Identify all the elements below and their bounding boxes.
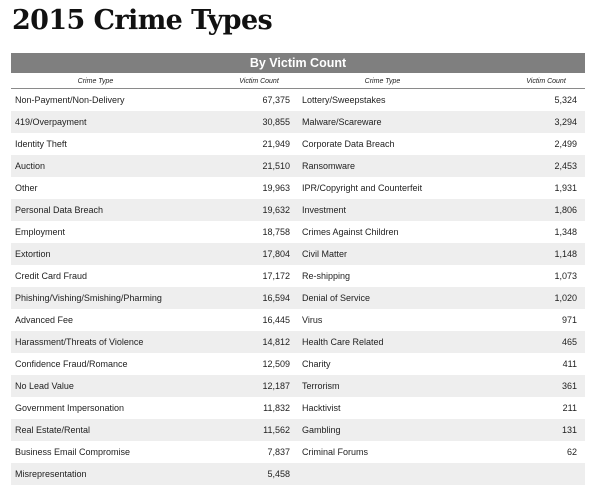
crime-type-cell: Real Estate/Rental: [15, 425, 91, 435]
crime-type-cell: Hacktivist: [302, 403, 341, 413]
right-rows: [298, 89, 585, 485]
table-row: [11, 243, 298, 265]
table-row: [11, 199, 298, 221]
crime-type-cell: Investment: [302, 205, 347, 215]
table-row: [11, 287, 298, 309]
table-row: [298, 463, 585, 485]
table-row: [11, 265, 298, 287]
crime-type-cell: Extortion: [15, 249, 51, 259]
crime-type-cell: Corporate Data Breach: [302, 139, 395, 149]
left-column: [11, 76, 298, 485]
left-column-header: [11, 76, 298, 89]
table-row: [298, 353, 585, 375]
crime-type-cell: IPR/Copyright and Counterfeit: [302, 183, 423, 193]
table-row: [11, 155, 298, 177]
victim-count-cell: 465: [561, 337, 577, 347]
victim-count-cell: 2,499: [554, 139, 577, 149]
victim-count-cell: 62: [566, 447, 577, 457]
table-row: [298, 309, 585, 331]
crime-type-cell: Employment: [15, 227, 66, 237]
table-row: [11, 419, 298, 441]
crime-type-cell: Re-shipping: [302, 271, 351, 281]
left-rows: [11, 89, 298, 485]
crime-type-cell: Confidence Fraud/Romance: [15, 359, 128, 369]
crime-type-cell: Malware/Scareware: [302, 117, 382, 127]
victim-count-cell: 16,594: [262, 293, 290, 303]
victim-count-cell: 14,812: [262, 337, 290, 347]
table-row: [11, 331, 298, 353]
crime-type-header: Crime Type: [364, 78, 401, 85]
table-row: [298, 133, 585, 155]
victim-count-cell: 11,562: [263, 425, 290, 435]
victim-count-cell: 5,324: [554, 95, 577, 105]
table-row: [11, 353, 298, 375]
crime-type-cell: 419/Overpayment: [15, 117, 87, 127]
crime-type-cell: Denial of Service: [302, 293, 371, 303]
victim-count-header: Victim Count: [239, 78, 279, 85]
crime-type-cell: Gambling: [302, 425, 341, 435]
victim-count-cell: 1,348: [554, 227, 577, 237]
right-column: [298, 76, 585, 485]
victim-count-cell: 17,172: [262, 271, 290, 281]
crime-type-cell: Criminal Forums: [302, 447, 369, 457]
victim-count-cell: 5,458: [267, 469, 290, 479]
victim-count-cell: 21,949: [262, 139, 290, 149]
table-row: [298, 397, 585, 419]
table-row: [11, 463, 298, 485]
table-row: [11, 397, 298, 419]
table-row: [298, 375, 585, 397]
table-row: [11, 375, 298, 397]
crime-type-cell: Misrepresentation: [15, 469, 87, 479]
victim-count-cell: 211: [562, 403, 577, 413]
table-row: [298, 111, 585, 133]
crime-type-cell: Credit Card Fraud: [15, 271, 88, 281]
table-row: [298, 89, 585, 111]
table-columns: [11, 76, 585, 485]
victim-count-cell: 1,806: [554, 205, 577, 215]
crime-type-cell: Personal Data Breach: [15, 205, 104, 215]
victim-count-cell: 19,963: [262, 183, 290, 193]
crime-type-cell: Harassment/Threats of Violence: [15, 337, 144, 347]
table-row: [298, 243, 585, 265]
victim-count-cell: 131: [561, 425, 577, 435]
table-row: [298, 177, 585, 199]
page-title: 2015 Crime Types: [12, 5, 273, 36]
crime-type-cell: No Lead Value: [15, 381, 74, 391]
table-row: [11, 441, 298, 463]
table-row: [298, 221, 585, 243]
table-row: [298, 331, 585, 353]
crime-type-cell: Phishing/Vishing/Smishing/Pharming: [15, 293, 162, 303]
table-row: [298, 265, 585, 287]
victim-count-cell: 11,832: [263, 403, 290, 413]
victim-count-cell: 361: [561, 381, 577, 391]
crime-type-cell: Other: [15, 183, 38, 193]
crime-type-cell: Auction: [15, 161, 46, 171]
victim-count-cell: 971: [561, 315, 577, 325]
victim-count-cell: 67,375: [262, 95, 290, 105]
table-row: [11, 111, 298, 133]
victim-count-cell: 30,855: [262, 117, 290, 127]
victim-count-cell: 3,294: [554, 117, 577, 127]
table-row: [298, 419, 585, 441]
table-row: [298, 155, 585, 177]
table-banner: By Victim Count: [11, 53, 585, 73]
crime-type-cell: Ransomware: [302, 161, 356, 171]
crime-type-cell: [298, 463, 497, 485]
victim-count-cell: [497, 463, 585, 485]
victim-count-cell: 18,758: [262, 227, 290, 237]
table-row: [298, 441, 585, 463]
crime-type-cell: Virus: [302, 315, 323, 325]
crime-type-cell: Business Email Compromise: [15, 447, 131, 457]
crime-types-table: [11, 53, 585, 485]
victim-count-cell: 16,445: [262, 315, 290, 325]
crime-type-cell: Terrorism: [302, 381, 340, 391]
victim-count-cell: 17,804: [262, 249, 290, 259]
victim-count-cell: 12,509: [262, 359, 290, 369]
victim-count-cell: 2,453: [554, 161, 577, 171]
crime-type-cell: Government Impersonation: [15, 403, 125, 413]
crime-type-header: Crime Type: [77, 78, 114, 85]
crime-type-cell: Identity Theft: [15, 139, 67, 149]
table-row: [11, 221, 298, 243]
table-row: [298, 287, 585, 309]
victim-count-cell: 1,020: [554, 293, 577, 303]
crime-type-cell: Charity: [302, 359, 331, 369]
victim-count-cell: 1,931: [554, 183, 577, 193]
crime-type-cell: Crimes Against Children: [302, 227, 399, 237]
crime-type-cell: Advanced Fee: [15, 315, 74, 325]
crime-type-cell: Civil Matter: [302, 249, 348, 259]
table-row: [11, 133, 298, 155]
victim-count-cell: 21,510: [262, 161, 290, 171]
victim-count-cell: 19,632: [262, 205, 290, 215]
right-column-header: [298, 76, 585, 89]
table-row: [298, 199, 585, 221]
crime-type-cell: Health Care Related: [302, 337, 384, 347]
crime-type-cell: Lottery/Sweepstakes: [302, 95, 386, 105]
victim-count-cell: 1,148: [554, 249, 577, 259]
victim-count-cell: 411: [562, 359, 577, 369]
crime-type-cell: Non-Payment/Non-Delivery: [15, 95, 125, 105]
victim-count-header: Victim Count: [526, 78, 566, 85]
victim-count-cell: 1,073: [554, 271, 577, 281]
victim-count-cell: 7,837: [267, 447, 290, 457]
table-row: [11, 89, 298, 111]
table-row: [11, 309, 298, 331]
table-row: [11, 177, 298, 199]
victim-count-cell: 12,187: [262, 381, 290, 391]
